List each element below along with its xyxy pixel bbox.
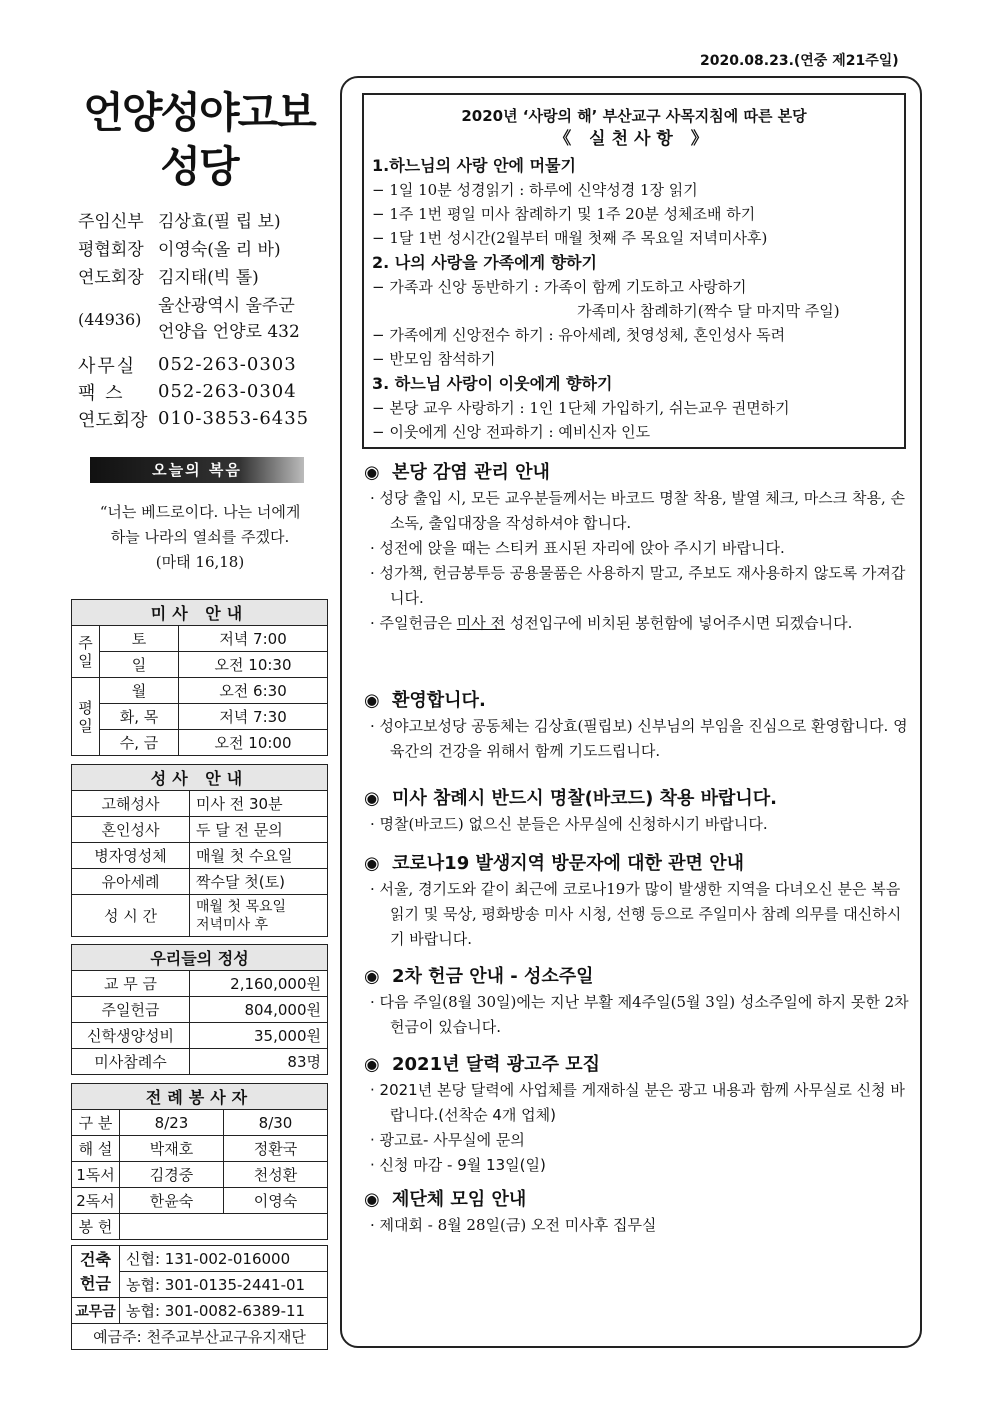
bullet-circle-icon: ◉ bbox=[364, 1189, 380, 1210]
notice-name-tag bbox=[364, 786, 914, 837]
parish-name bbox=[70, 86, 328, 194]
notice-item-text: 신청 마감 - 9월 13일(일) bbox=[379, 1156, 546, 1174]
notice-item: · 서울, 경기도와 같이 최근에 코로나19가 많이 발생한 지역을 다녀오신 분은 복음 읽기 및 묵상, 평화방송 미사 시청, 선행 등으로 주일미사 참례 의무를 대신하시기 바랍니다. bbox=[370, 880, 902, 948]
mass-time: 오전 6:30 bbox=[179, 678, 328, 704]
server-role: 2독서 bbox=[72, 1188, 120, 1214]
offering-name: 신학생양성비 bbox=[72, 1023, 190, 1049]
table-row bbox=[72, 843, 328, 869]
mass-day: 일 bbox=[100, 652, 179, 678]
notice-infection-control bbox=[364, 460, 914, 636]
notice-item-text: 명찰(바코드) 없으신 분들은 사무실에 신청하시기 바랍니다. bbox=[379, 815, 768, 833]
table-row bbox=[72, 678, 328, 704]
table-row bbox=[72, 704, 328, 730]
notice-item: · 성당 출입 시, 모든 교우분들께서는 바코드 명찰 착용, 발열 체크, 마스크 착용, 손소독, 출입대장을 작성하셔야 합니다. bbox=[370, 489, 906, 532]
notice-item: · 광고료- 사무실에 문의 bbox=[370, 1131, 525, 1149]
notice-item: · 성가책, 헌금봉투등 공용물품은 사용하지 말고, 주보도 재사용하지 않도록 가져갑니다. bbox=[370, 564, 906, 607]
servers-heading: 전례봉사자 bbox=[72, 1084, 328, 1110]
guide-item: − 가족에게 신앙전수 하기 : 유아세례, 첫영성체, 혼인성사 독려 bbox=[372, 326, 786, 344]
notice-item: · 제대회 - 8월 28일(금) 오전 미사후 집무실 bbox=[370, 1216, 657, 1234]
notice-item-text: 서울, 경기도와 같이 최근에 코로나19가 많이 발생한 지역을 다녀오신 분은 복음 읽기 및 묵상, 평화방송 미사 시청, 선행 등으로 주일미사 참례 의무를 대신하시기 바랍니다. bbox=[379, 880, 902, 948]
server-name: 김경중 bbox=[120, 1162, 224, 1188]
guide-item: − 이웃에게 신앙 전파하기 : 예비신자 인도 bbox=[372, 423, 651, 441]
mass-schedule-table bbox=[71, 599, 328, 756]
server-name: 정환국 bbox=[224, 1136, 328, 1162]
notice-group-meetings bbox=[364, 1187, 914, 1238]
notice-title: 본당 감염 관리 안내 bbox=[392, 462, 550, 483]
notice-item: · 다음 주일(8월 30일)에는 지난 부활 제4주일(5월 3일) 성소주일에 하지 못한 2차 헌금이 있습니다. bbox=[370, 993, 909, 1036]
notice-item: · 명찰(바코드) 없으신 분들은 사무실에 신청하시기 바랍니다. bbox=[370, 815, 768, 833]
guide-item: − 1일 10분 성경읽기 : 하루에 신약성경 1장 읽기 bbox=[372, 181, 698, 199]
offering-heading: 우리들의 정성 bbox=[72, 945, 328, 971]
phone-row bbox=[78, 405, 328, 432]
notice-item-text: 제대회 - 8월 28일(금) 오전 미사후 집무실 bbox=[379, 1216, 657, 1234]
mass-time: 저녁 7:00 bbox=[179, 626, 328, 652]
sacrament-table bbox=[71, 764, 328, 937]
table-row bbox=[72, 1162, 328, 1188]
sunday-label: 주일 bbox=[72, 626, 100, 678]
building-account: 신협: 131-002-016000 bbox=[120, 1246, 328, 1272]
mass-time: 오전 10:00 bbox=[179, 730, 328, 756]
phone-number: 052-263-0304 bbox=[158, 381, 297, 402]
parish-name-line2: 성당 bbox=[160, 142, 238, 191]
sacrament-value: 두 달 전 문의 bbox=[190, 817, 328, 843]
bank-account-table bbox=[71, 1245, 328, 1350]
table-row bbox=[72, 869, 328, 895]
table-row bbox=[72, 1214, 328, 1240]
notice-item: · 주일헌금은 미사 전 성전입구에 비치된 봉헌함에 넣어주시면 되겠습니다. bbox=[370, 614, 853, 632]
guide-section-heading: 1.하느님의 사랑 안에 머물기 bbox=[372, 156, 576, 175]
sacrament-value: 미사 전 30분 bbox=[190, 791, 328, 817]
server-role: 1독서 bbox=[72, 1162, 120, 1188]
offering-table bbox=[71, 944, 328, 1075]
sacrament-name: 혼인성사 bbox=[72, 817, 190, 843]
mass-time: 저녁 7:30 bbox=[179, 704, 328, 730]
offering-value: 83명 bbox=[190, 1049, 328, 1075]
notice-item-text: 주일헌금은 bbox=[379, 614, 457, 632]
phone-row bbox=[78, 378, 328, 405]
table-row bbox=[72, 1298, 328, 1324]
phone-label: 연도회장 bbox=[78, 409, 148, 431]
offering-name: 주일헌금 bbox=[72, 997, 190, 1023]
mass-day: 화, 목 bbox=[100, 704, 179, 730]
guide-subtitle: 《 실천사항 》 bbox=[554, 129, 714, 149]
server-role: 해 설 bbox=[72, 1136, 120, 1162]
gospel-line1: “너는 베드로이다. 나는 너에게 bbox=[99, 503, 301, 521]
pastoral-guide-box bbox=[362, 93, 906, 449]
notice-item-text: 성가책, 헌금봉투등 공용물품은 사용하지 말고, 주보도 재사용하지 않도록 가져갑니다. bbox=[379, 564, 906, 607]
notice-title: 코로나19 발생지역 방문자에 대한 관면 안내 bbox=[392, 853, 744, 874]
table-row bbox=[72, 1049, 328, 1075]
servers-col: 구 분 bbox=[72, 1110, 120, 1136]
table-row bbox=[72, 997, 328, 1023]
gospel-line2: 하늘 나라의 열쇠를 주겠다. bbox=[110, 528, 290, 546]
table-row bbox=[72, 1023, 328, 1049]
offering-name: 미사참례수 bbox=[72, 1049, 190, 1075]
servers-col: 8/23 bbox=[120, 1110, 224, 1136]
server-role: 봉 헌 bbox=[72, 1214, 120, 1240]
table-row bbox=[72, 895, 328, 937]
sacrament-name: 성 시 간 bbox=[72, 895, 190, 937]
guide-title: 2020년 ‘사랑의 해’ 부산교구 사목지침에 따른 본당 bbox=[461, 107, 807, 125]
guide-item: − 반모임 참석하기 bbox=[372, 350, 496, 368]
notice-item: · 2021년 본당 달력에 사업체를 게재하실 분은 광고 내용과 함께 사무실로 신청 바랍니다.(선착순 4개 업체) bbox=[370, 1081, 905, 1124]
building-account: 농협: 301-0135-2441-01 bbox=[120, 1272, 328, 1298]
staff-row bbox=[78, 233, 328, 261]
dues-label: 교무금 bbox=[72, 1298, 120, 1324]
phone-label: 사무실 bbox=[78, 355, 137, 377]
sacrament-value: 짝수달 첫(토) bbox=[190, 869, 328, 895]
phone-number: 010-3853-6435 bbox=[158, 408, 310, 429]
notice-item-text: 성당 출입 시, 모든 교우분들께서는 바코드 명찰 착용, 발열 체크, 마스크 착용, 손소독, 출입대장을 작성하셔야 합니다. bbox=[379, 489, 906, 532]
table-row bbox=[72, 652, 328, 678]
staff-label: 연도회장 bbox=[78, 267, 144, 288]
notice-item-text: 성전에 앉을 때는 스티커 표시된 자리에 앉아 주시기 바랍니다. bbox=[379, 539, 785, 557]
holy-hour-line1: 매월 첫 목요일 bbox=[196, 898, 287, 915]
building-fund-label2: 헌금 bbox=[80, 1273, 111, 1293]
notice-title: 2021년 달력 광고주 모집 bbox=[392, 1054, 601, 1075]
holy-hour-line2: 저녁미사 후 bbox=[196, 916, 269, 933]
bullet-circle-icon: ◉ bbox=[364, 462, 380, 483]
table-row bbox=[72, 1136, 328, 1162]
address-line1: 울산광역시 울주군 bbox=[158, 296, 295, 316]
notice-item-text: 성전입구에 비치된 봉헌함에 넣어주시면 되겠습니다. bbox=[505, 614, 853, 632]
notice-item: · 신청 마감 - 9월 13일(일) bbox=[370, 1156, 546, 1174]
zip-code: (44936) bbox=[78, 309, 142, 329]
notice-item-text: 성야고보성당 공동체는 김상효(필립보) 신부님의 부임을 진심으로 환영합니다. 영육간의 건강을 위해서 함께 기도드립니다. bbox=[379, 717, 908, 760]
guide-item: − 가족과 신앙 동반하기 : 가족이 함께 기도하고 사랑하기 bbox=[372, 278, 747, 296]
parish-info bbox=[78, 205, 328, 432]
server-name: 박재호 bbox=[120, 1136, 224, 1162]
guide-item: − 1주 1번 평일 미사 참례하기 및 1주 20분 성체조배 하기 bbox=[372, 205, 756, 223]
mass-day: 토 bbox=[100, 626, 179, 652]
sacrament-name: 유아세례 bbox=[72, 869, 190, 895]
gospel-quote bbox=[80, 500, 320, 575]
parish-name-line1: 언양성야고보 bbox=[83, 88, 315, 137]
mass-time: 오전 10:30 bbox=[179, 652, 328, 678]
bullet-circle-icon: ◉ bbox=[364, 1054, 380, 1075]
gospel-heading: 오늘의 복음 bbox=[90, 457, 304, 483]
dues-account: 농협: 301-0082-6389-11 bbox=[120, 1298, 328, 1324]
server-name: 이영숙 bbox=[224, 1188, 328, 1214]
notice-covid-dispensation bbox=[364, 851, 914, 952]
notice-calendar-ads bbox=[364, 1052, 914, 1178]
notice-title: 환영합니다. bbox=[392, 690, 486, 711]
table-row bbox=[72, 1324, 328, 1350]
phone-number: 052-263-0303 bbox=[158, 354, 297, 375]
phone-label: 팩 스 bbox=[78, 382, 125, 404]
notice-welcome bbox=[364, 688, 914, 764]
notice-item-text: 다음 주일(8월 30일)에는 지난 부활 제4주일(5월 3일) 성소주일에 하지 못한 2차 헌금이 있습니다. bbox=[379, 993, 909, 1036]
notice-title: 제단체 모임 안내 bbox=[392, 1189, 527, 1210]
staff-value: 김지태(빅 톨) bbox=[158, 267, 259, 288]
bullet-circle-icon: ◉ bbox=[364, 853, 380, 874]
notice-item: · 성야고보성당 공동체는 김상효(필립보) 신부님의 부임을 진심으로 환영합니다. 영육간의 건강을 위해서 함께 기도드립니다. bbox=[370, 717, 908, 760]
mass-day: 월 bbox=[100, 678, 179, 704]
staff-label: 평협회장 bbox=[78, 239, 144, 260]
table-row bbox=[72, 817, 328, 843]
guide-section-heading: 2. 나의 사랑을 가족에게 향하기 bbox=[372, 253, 597, 272]
staff-label: 주임신부 bbox=[78, 211, 144, 232]
notice-item-underlined: 미사 전 bbox=[456, 614, 506, 632]
offering-value: 804,000원 bbox=[190, 997, 328, 1023]
notice-second-collection bbox=[364, 964, 914, 1040]
server-name bbox=[120, 1214, 328, 1240]
offering-value: 2,160,000원 bbox=[190, 971, 328, 997]
address bbox=[78, 291, 328, 347]
server-name: 한윤숙 bbox=[120, 1188, 224, 1214]
servers-col: 8/30 bbox=[224, 1110, 328, 1136]
notice-title: 미사 참례시 반드시 명찰(바코드) 착용 바랍니다. bbox=[392, 788, 777, 809]
offering-name: 교 무 금 bbox=[72, 971, 190, 997]
sacrament-heading: 성사 안내 bbox=[72, 765, 328, 791]
sacrament-name: 고해성사 bbox=[72, 791, 190, 817]
sacrament-value: 매월 첫 수요일 bbox=[190, 843, 328, 869]
liturgy-servers-table bbox=[71, 1083, 328, 1240]
server-name: 천성환 bbox=[224, 1162, 328, 1188]
guide-item: − 1달 1번 성시간(2월부터 매월 첫째 주 목요일 저녁미사후) bbox=[372, 229, 768, 247]
guide-section-heading: 3. 하느님 사랑이 이웃에게 향하기 bbox=[372, 374, 613, 393]
notice-title: 2차 헌금 안내 - 성소주일 bbox=[392, 966, 594, 987]
address-line2: 언양읍 언양로 432 bbox=[158, 322, 300, 342]
notice-item-text: 광고료- 사무실에 문의 bbox=[379, 1131, 525, 1149]
table-row bbox=[72, 1246, 328, 1272]
table-row bbox=[72, 1188, 328, 1214]
weekday-label: 평일 bbox=[72, 678, 100, 756]
bullet-circle-icon: ◉ bbox=[364, 788, 380, 809]
bulletin-date: 2020.08.23.(연중 제21주일) bbox=[700, 53, 899, 69]
notice-item-text: 2021년 본당 달력에 사업체를 게재하실 분은 광고 내용과 함께 사무실로 신청 바랍니다.(선착순 4개 업체) bbox=[379, 1081, 905, 1124]
staff-value: 이영숙(올 리 바) bbox=[158, 239, 281, 260]
offering-value: 35,000원 bbox=[190, 1023, 328, 1049]
phone-row bbox=[78, 351, 328, 378]
staff-row bbox=[78, 261, 328, 289]
bullet-circle-icon: ◉ bbox=[364, 690, 380, 711]
account-holder: 예금주: 천주교부산교구유지재단 bbox=[72, 1324, 328, 1350]
building-fund-label1: 건축 bbox=[80, 1249, 111, 1269]
table-row bbox=[72, 971, 328, 997]
sacrament-name: 병자영성체 bbox=[72, 843, 190, 869]
staff-row bbox=[78, 205, 328, 233]
mass-day: 수, 금 bbox=[100, 730, 179, 756]
gospel-reference: (마태 16,18) bbox=[155, 553, 245, 571]
guide-item: − 본당 교우 사랑하기 : 1인 1단체 가입하기, 쉬는교우 권면하기 bbox=[372, 399, 790, 417]
notice-item: · 성전에 앉을 때는 스티커 표시된 자리에 앉아 주시기 바랍니다. bbox=[370, 539, 785, 557]
mass-heading: 미사 안내 bbox=[72, 600, 328, 626]
table-row bbox=[72, 1110, 328, 1136]
table-row bbox=[72, 626, 328, 652]
guide-item: 가족미사 참례하기(짝수 달 마지막 주일) bbox=[577, 302, 840, 320]
bullet-circle-icon: ◉ bbox=[364, 966, 380, 987]
table-row bbox=[72, 730, 328, 756]
staff-value: 김상효(필 립 보) bbox=[158, 211, 281, 232]
table-row bbox=[72, 791, 328, 817]
